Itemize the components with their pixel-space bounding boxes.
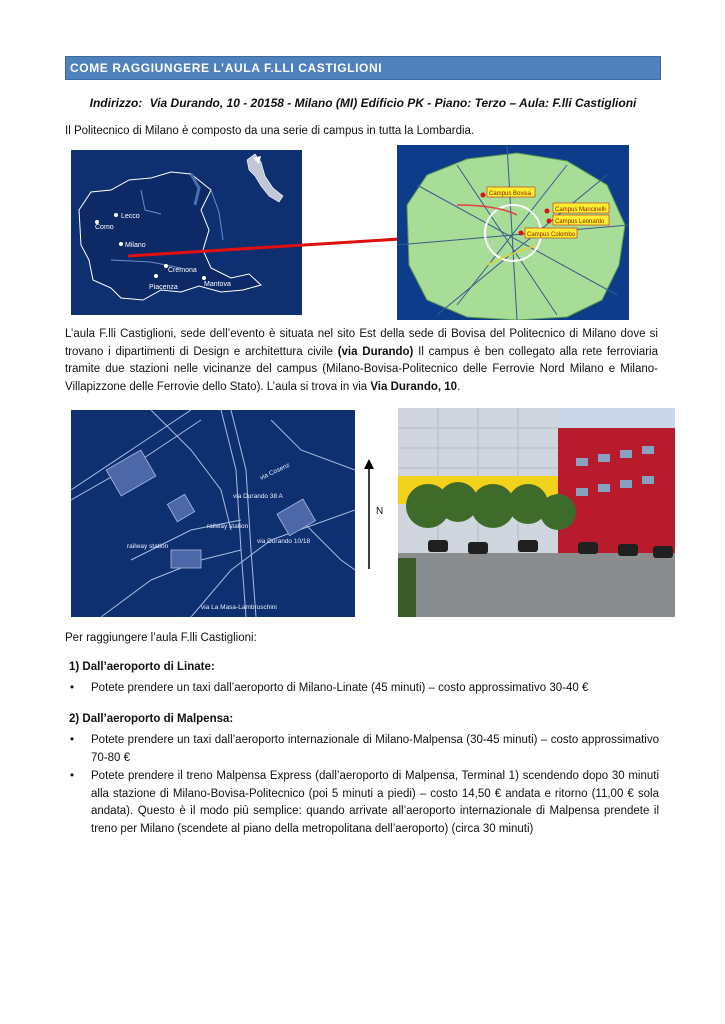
list-item-text: Potete prendere un taxi dall’aeroporto internazionale di Milano-Malpensa (30-45 minuti) – costo approssimativo 70-80 € bbox=[91, 734, 659, 764]
bullet-icon: • bbox=[70, 682, 75, 694]
description-text-3: . bbox=[457, 380, 461, 393]
street-label-railway-station-west: railway station bbox=[127, 543, 169, 550]
intro-paragraph: Il Politecnico di Milano è composto da una serie di campus in tutta la Lombardia. bbox=[65, 125, 475, 137]
bovisa-street-map bbox=[71, 410, 355, 617]
list-item bbox=[69, 768, 659, 838]
list-item-text: Potete prendere il treno Malpensa Express (dall’aeroporto di Malpensa, Terminal 1) scendendo dopo 30 minuti alla stazione di Milano-Bovisa-Politecnico (poi 5 minuti a piedi) – costo 14,50 € andata e ritorno (11,00 € sola andata). Questo è il modo più semplice: quando arrivate all’aeroporto internazionale di Malpensa prendete il treno per Milano (scendete al piano della metropolitana dell’aeroporto) (circa 30 minuti) bbox=[91, 770, 659, 835]
description-bold-durando: (via Durando) bbox=[337, 345, 414, 358]
address-value: Via Durando, 10 - 20158 - Milano (MI) Edificio PK - Piano: Terzo – Aula: F.lli Castiglioni bbox=[149, 96, 637, 110]
description-bold-address: Via Durando, 10 bbox=[370, 380, 458, 393]
street-label-durando-10-18: via Durando 10/18 bbox=[257, 538, 311, 545]
street-label-cosenz: via Cosenz bbox=[258, 461, 291, 482]
campus-label-leonardo: Campus Leonardo bbox=[555, 219, 605, 225]
description-text-1: L’aula F.lli Castiglioni, sede dell’evento è situata nel sito Est della sede di Bovisa del Politecnico di Milano dove si trovano i dipartimenti di Design e architettura civile bbox=[65, 328, 658, 358]
list-item-text: Potete prendere un taxi dall’aeroporto di Milano-Linate (45 minuti) – costo approssimativo 30-40 € bbox=[91, 682, 589, 694]
building-photo bbox=[398, 408, 675, 617]
directions-intro: Per raggiungere l’aula F.lli Castiglioni: bbox=[65, 632, 257, 644]
north-label: N bbox=[376, 506, 384, 517]
north-arrow-icon bbox=[362, 459, 376, 569]
street-label-durando-38a: via Durando 38 A bbox=[233, 493, 283, 500]
street-label-railway-station-east: railway station bbox=[207, 523, 249, 530]
malpensa-bullet-list bbox=[69, 732, 659, 839]
street-label-la-masa: via La Masa-Lambruschini bbox=[201, 604, 277, 611]
section-heading-linate: 1) Dall’aeroporto di Linate: bbox=[69, 661, 215, 673]
list-item bbox=[69, 680, 659, 698]
campus-label-colombo: Campus Colombo bbox=[527, 232, 576, 238]
address-label: Indirizzo: bbox=[89, 96, 143, 110]
bullet-icon: • bbox=[70, 734, 75, 746]
section-heading-malpensa: 2) Dall’aeroporto di Malpensa: bbox=[69, 713, 234, 725]
list-item bbox=[69, 732, 659, 767]
city-label-mantova: Mantova bbox=[204, 281, 231, 288]
city-label-piacenza: Piacenza bbox=[149, 284, 178, 291]
city-label-cremona: Cremona bbox=[168, 267, 197, 274]
campus-label-bovisa: Campus Bovisa bbox=[489, 191, 532, 197]
bullet-icon: • bbox=[70, 770, 75, 782]
milan-campus-map bbox=[397, 145, 629, 320]
city-label-como: Como bbox=[95, 224, 114, 231]
city-label-lecco: Lecco bbox=[121, 213, 140, 220]
location-description bbox=[65, 326, 658, 396]
campus-label-mancinelli: Campus Mancinelli bbox=[555, 207, 606, 213]
description-text-2: Il campus è ben collegato alla rete ferroviaria tramite due stazioni nelle vicinanze del campus (Milano-Bovisa-Politecnico delle Ferrovie Nord Milano e Milano-Villapizzone delle Ferrovie dello Stato). L’aula si trova in via bbox=[65, 345, 658, 393]
section-title: COME RAGGIUNGERE L’AULA F.LLI CASTIGLIONI bbox=[70, 61, 383, 75]
city-label-milano: Milano bbox=[125, 242, 146, 249]
linate-bullet-list bbox=[69, 680, 659, 699]
